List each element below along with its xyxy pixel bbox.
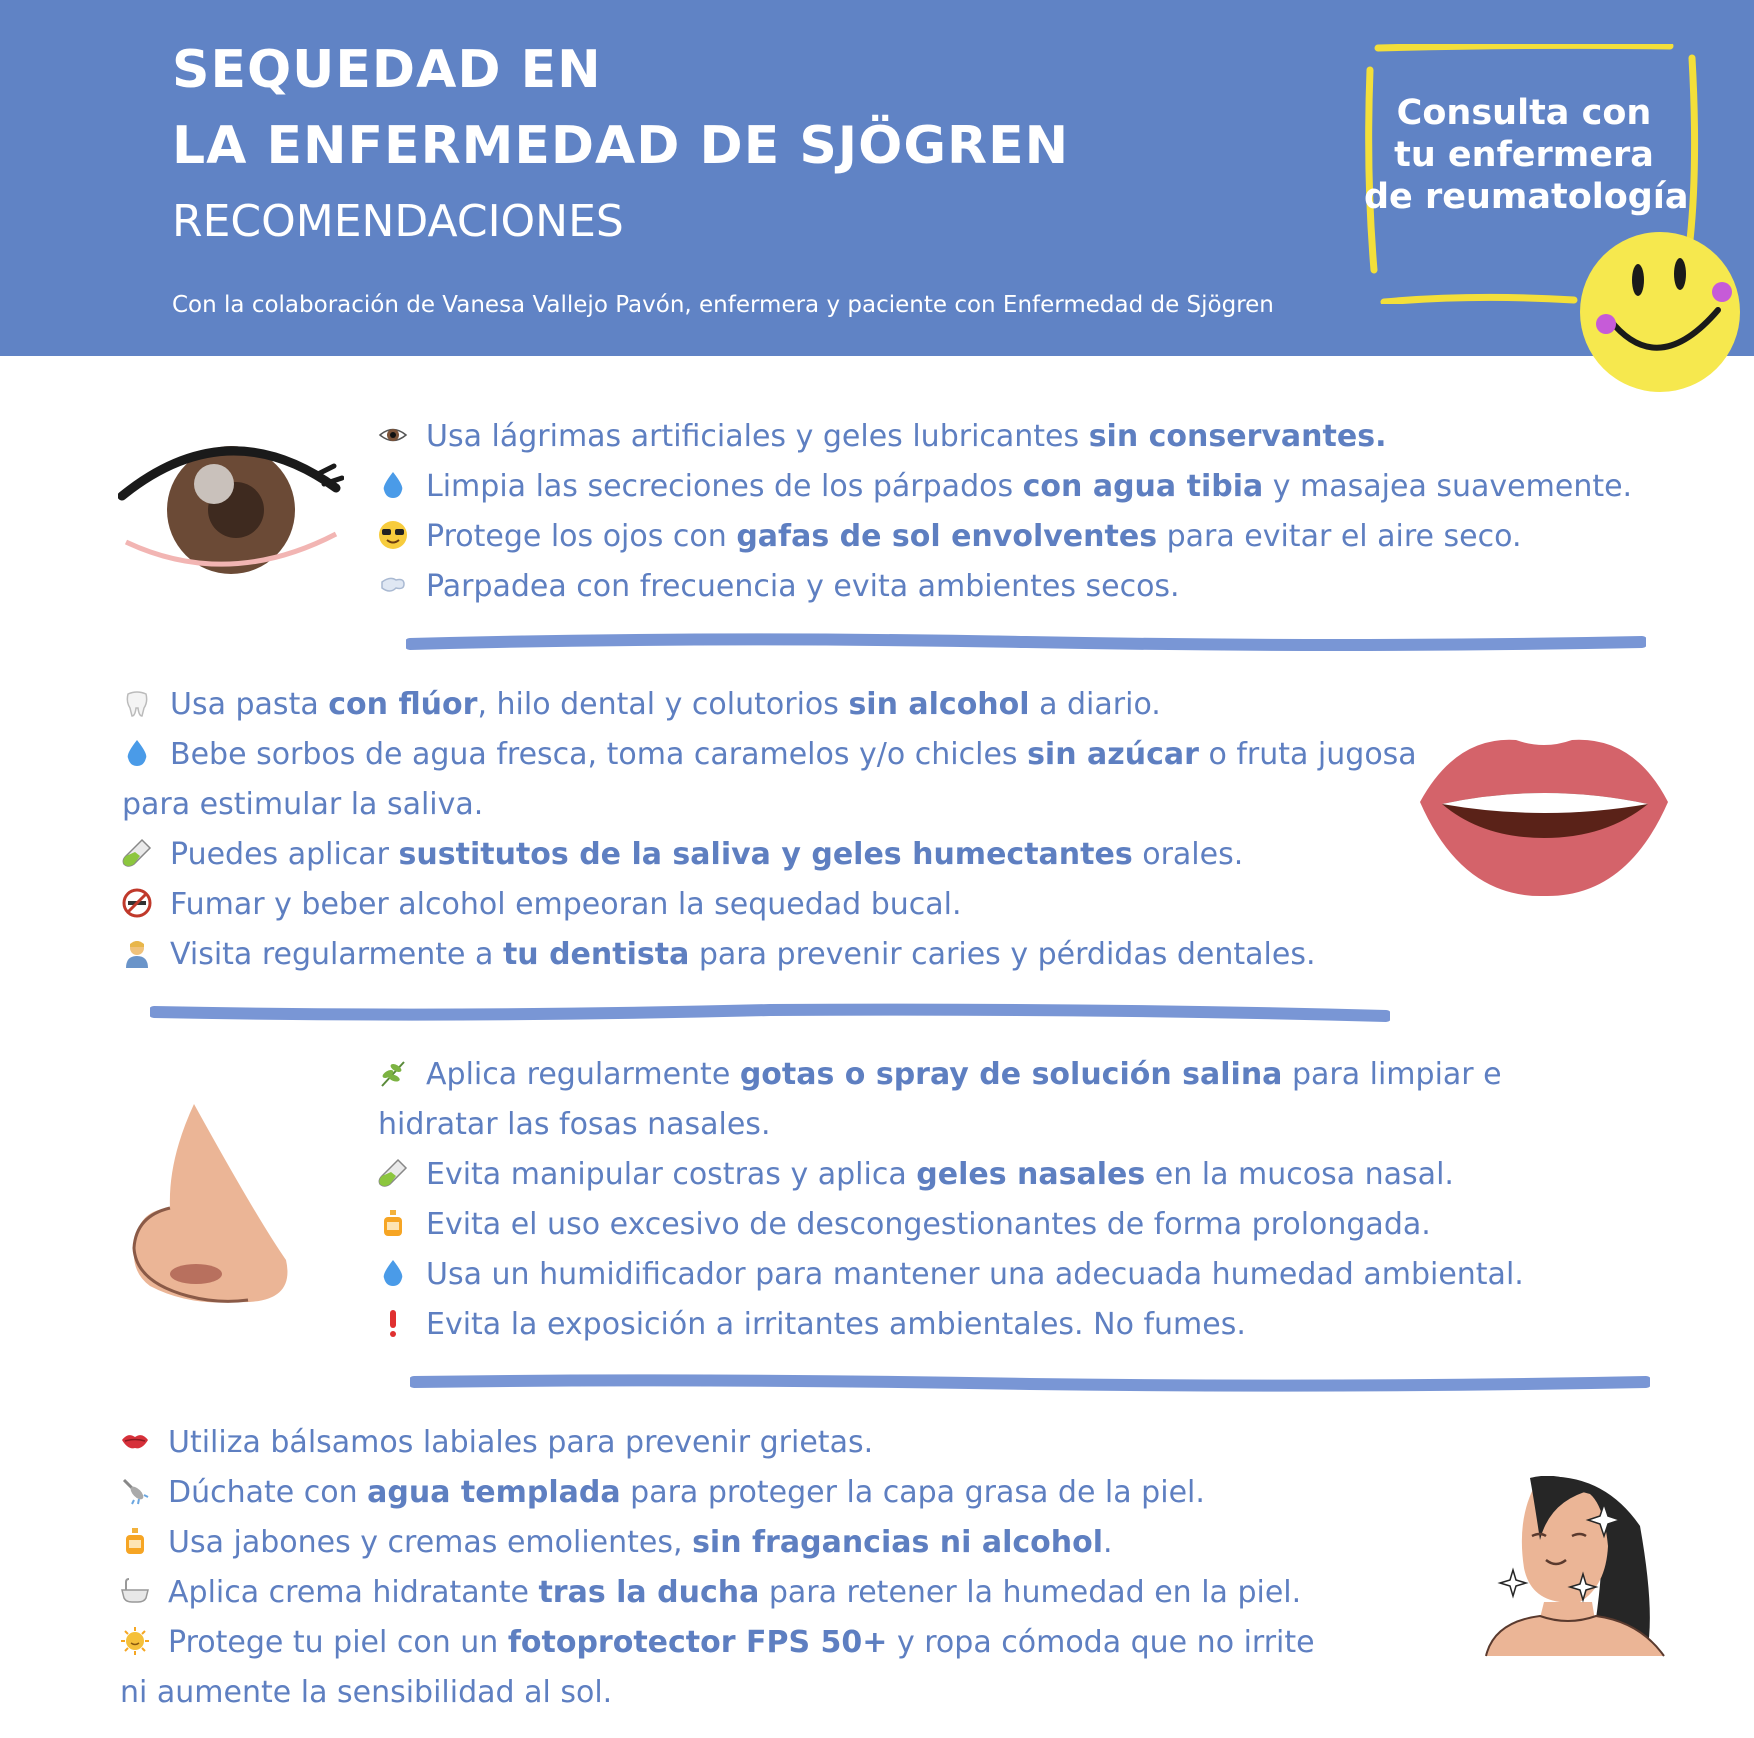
consult-line1: Consulta con (1396, 93, 1652, 133)
divider-stroke-3 (410, 1372, 1650, 1394)
nose-item-1-continued: hidratar las fosas nasales. (378, 1107, 771, 1142)
page-title-line1: SEQUEDAD EN (172, 40, 602, 100)
dentist-icon (122, 938, 162, 968)
bathtub-icon (120, 1576, 160, 1606)
droplet-icon (378, 470, 418, 500)
lotion-bottle-icon (378, 1208, 418, 1238)
consult-line3: de reumatología (1364, 177, 1689, 217)
nose-illustration (128, 1100, 292, 1306)
skin-item-4: Aplica crema hidratante tras la ducha para retener la humedad en la piel. (120, 1568, 1301, 1618)
sun-face-icon (120, 1626, 160, 1656)
skin-item-2: Dúchate con agua templada para proteger la capa grasa de la piel. (120, 1468, 1205, 1518)
page-subtitle: RECOMENDACIONES (172, 196, 624, 247)
nose-item-1: Aplica regularmente gotas o spray de solución salina para limpiar e (378, 1050, 1502, 1100)
consult-line2: tu enfermera (1394, 135, 1654, 175)
nose-item-2: Evita manipular costras y aplica geles nasales en la mucosa nasal. (378, 1150, 1454, 1200)
no-smoking-icon (122, 888, 162, 918)
eyes-item-1: Usa lágrimas artificiales y geles lubricantes sin conservantes. (378, 412, 1386, 462)
mouth-item-2-continued: para estimular la saliva. (122, 787, 484, 822)
divider-stroke-1 (406, 632, 1646, 654)
eye-icon (378, 420, 418, 450)
skin-item-3: Usa jabones y cremas emolientes, sin fragancias ni alcohol. (120, 1518, 1113, 1568)
droplet-icon (122, 738, 162, 768)
woman-illustration (1480, 1476, 1670, 1658)
skin-item-5-continued: ni aumente la sensibilidad al sol. (120, 1675, 613, 1710)
mouth-illustration (1416, 726, 1672, 898)
credits-text: Con la colaboración de Vanesa Vallejo Pavón, enfermera y paciente con Enfermedad de Sjögren (172, 292, 1274, 318)
wind-icon (378, 570, 418, 600)
page-title-line2: LA ENFERMEDAD DE SJÖGREN (172, 116, 1070, 176)
tooth-icon (122, 688, 162, 718)
divider-stroke-2 (150, 1002, 1390, 1024)
skin-item-1: Utiliza bálsamos labiales para prevenir grietas. (120, 1418, 873, 1468)
sunglasses-face-icon (378, 520, 418, 550)
skin-item-5: Protege tu piel con un fotoprotector FPS 50+ y ropa cómoda que no irrite (120, 1618, 1315, 1668)
mouth-item-5: Visita regularmente a tu dentista para prevenir caries y pérdidas dentales. (122, 930, 1316, 980)
nose-item-3: Evita el uso excesivo de descongestionantes de forma prolongada. (378, 1200, 1431, 1250)
herb-icon (378, 1058, 418, 1088)
mouth-item-1: Usa pasta con flúor, hilo dental y colutorios sin alcohol a diario. (122, 680, 1161, 730)
smiley-face-icon (1576, 228, 1744, 396)
shower-icon (120, 1476, 160, 1506)
mouth-item-2: Bebe sorbos de agua fresca, toma caramelos y/o chicles sin azúcar o fruta jugosa (122, 730, 1417, 780)
lotion-bottle-icon (120, 1526, 160, 1556)
mouth-item-3: Puedes aplicar sustitutos de la saliva y geles humectantes orales. (122, 830, 1243, 880)
test-tube-icon (122, 838, 162, 868)
test-tube-icon (378, 1158, 418, 1188)
mouth-item-4: Fumar y beber alcohol empeoran la sequedad bucal. (122, 880, 962, 930)
exclamation-icon (378, 1308, 418, 1338)
eye-illustration (118, 430, 344, 580)
nose-item-4: Usa un humidificador para mantener una adecuada humedad ambiental. (378, 1250, 1524, 1300)
eyes-item-3: Protege los ojos con gafas de sol envolventes para evitar el aire seco. (378, 512, 1522, 562)
nose-item-5: Evita la exposición a irritantes ambientales. No fumes. (378, 1300, 1246, 1350)
lips-kiss-icon (120, 1426, 160, 1456)
eyes-item-4: Parpadea con frecuencia y evita ambientes secos. (378, 562, 1180, 612)
droplet-icon (378, 1258, 418, 1288)
eyes-item-2: Limpia las secreciones de los párpados con agua tibia y masajea suavemente. (378, 462, 1632, 512)
